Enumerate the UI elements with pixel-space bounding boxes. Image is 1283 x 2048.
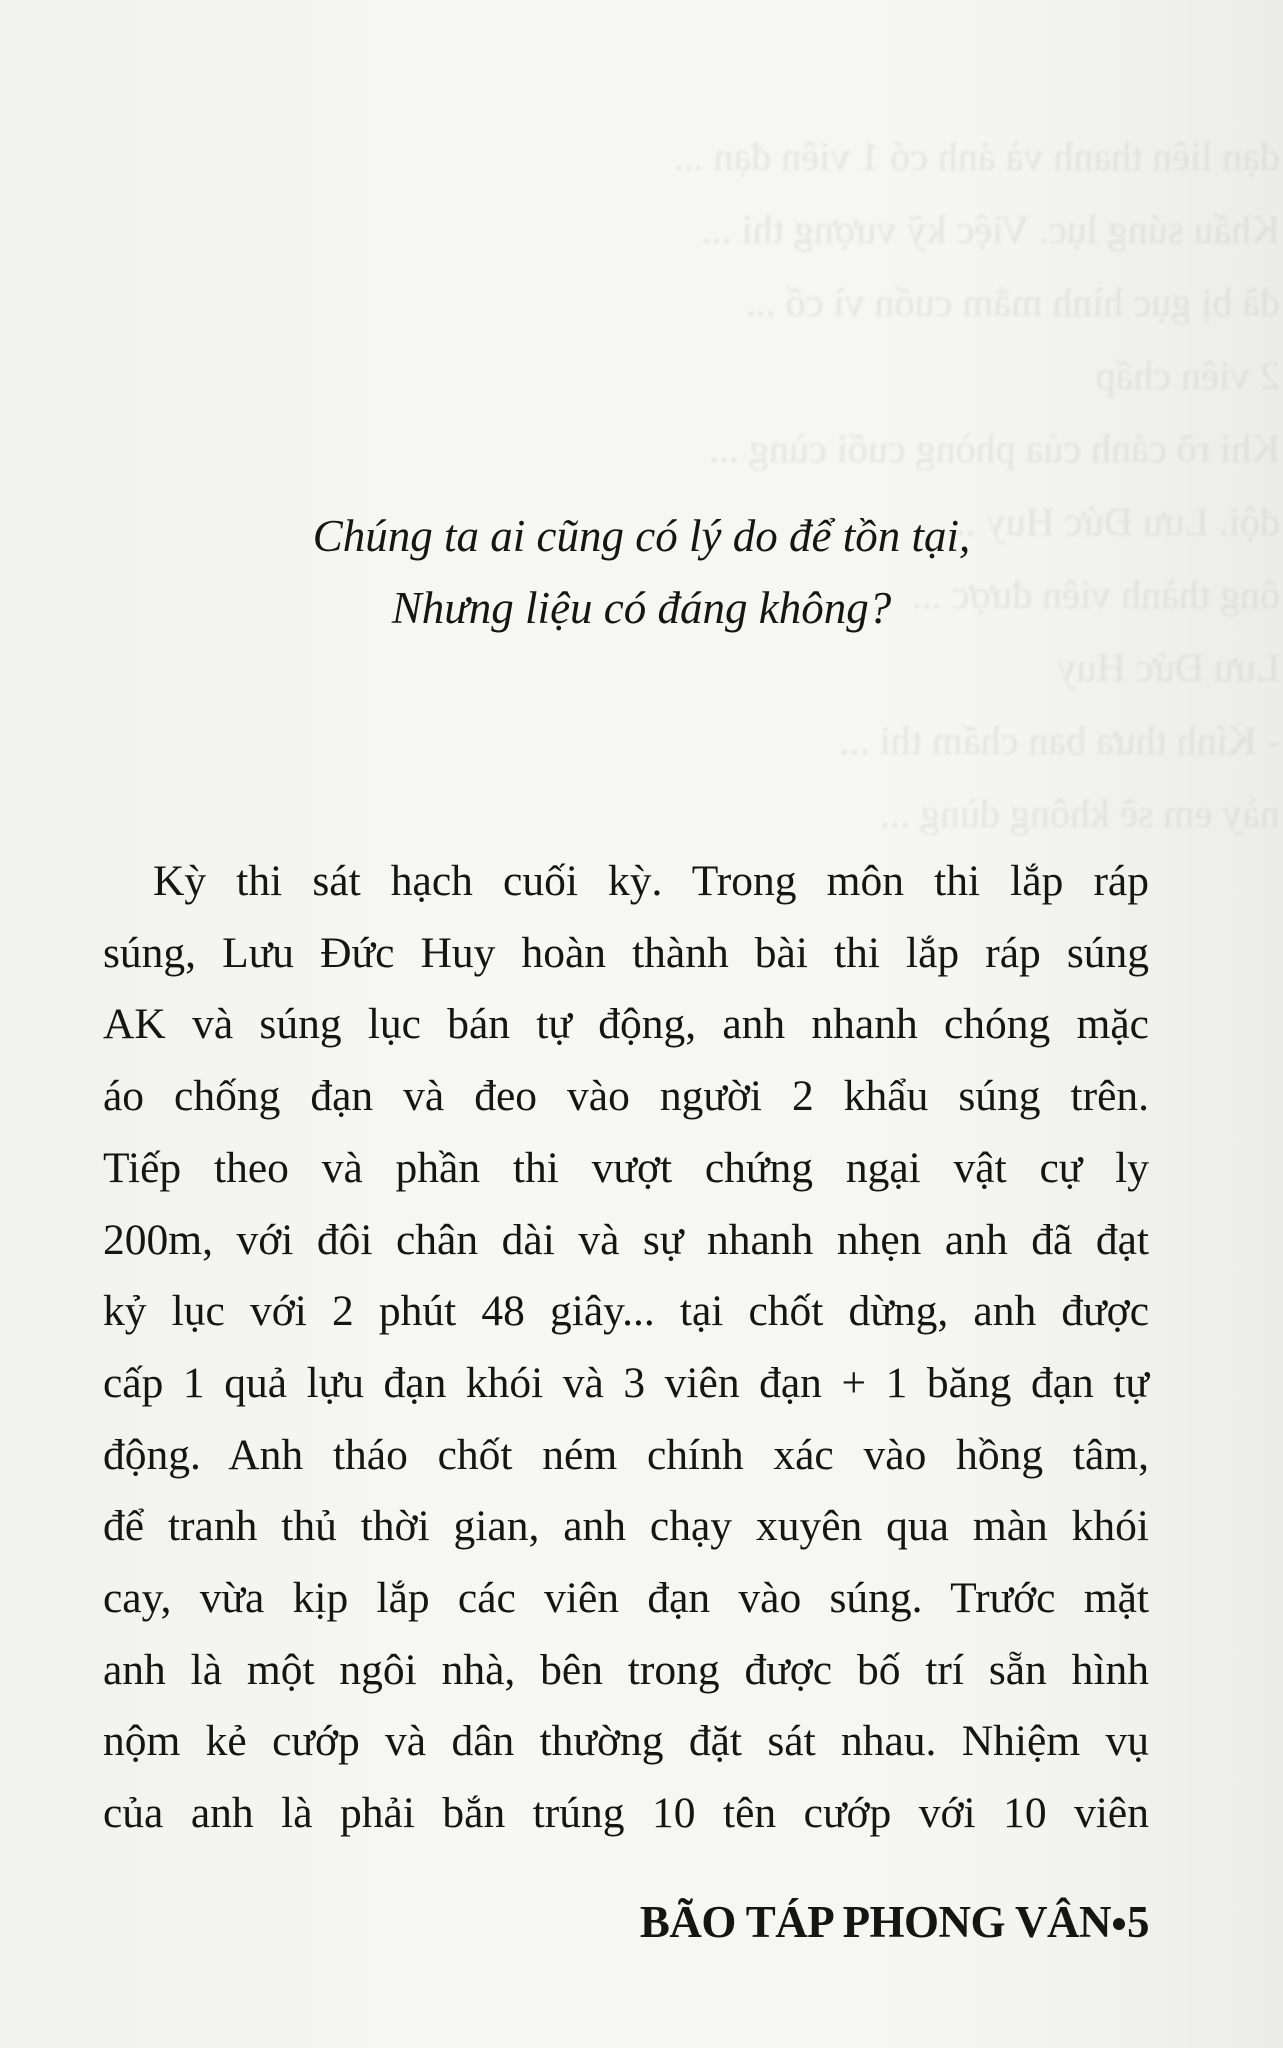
body-paragraph <box>103 846 1149 1850</box>
bleed-line: đạn liên thanh và ảnh có 1 viên đạn ... <box>673 134 1280 179</box>
bleed-through-text <box>130 120 1280 850</box>
paragraph-line: để tranh thủ thời gian, anh chạy xuyên qua màn khói <box>103 1502 1149 1551</box>
paragraph-line: nộm kẻ cướp và dân thường đặt sát nhau. Nhiệm vụ <box>103 1717 1149 1766</box>
epigraph-line: Chúng ta ai cũng có lý do để tồn tại, <box>312 511 971 561</box>
bleed-line: Khi rõ cảnh của phòng cuối cùng ... <box>709 426 1280 471</box>
paragraph-line: động. Anh tháo chốt ném chính xác vào hồng tâm, <box>103 1430 1149 1479</box>
paragraph-line: Kỳ thi sát hạch cuối kỳ. Trong môn thi lắp ráp <box>153 857 1149 905</box>
epigraph <box>0 500 1283 644</box>
paragraph-line: AK và súng lục bán tự động, anh nhanh chóng mặc <box>103 1000 1149 1049</box>
bleed-line: Lưu Đức Huy <box>1056 645 1280 690</box>
paragraph-line: anh là một ngôi nhà, bên trong được bố trí sẵn hình <box>103 1645 1149 1694</box>
running-footer <box>0 1896 1149 1948</box>
paragraph-line: áo chống đạn và đeo vào người 2 khẩu súng trên. <box>103 1072 1149 1121</box>
bleed-line: đội. Lưu Đức Huy ... <box>945 499 1280 544</box>
epigraph-line: Nhưng liệu có đáng không? <box>391 583 892 633</box>
bleed-line: đã bị gục hình mắm cuốn vì cố ... <box>745 280 1280 325</box>
paragraph-line: Tiếp theo và phần thi vượt chứng ngại vật cự ly <box>103 1143 1149 1192</box>
book-title: BÃO TÁP PHONG VÂN <box>639 1897 1111 1947</box>
paragraph-line: cay, vừa kịp lắp các viên đạn vào súng. Trước mặt <box>103 1574 1149 1623</box>
paragraph-line: của anh là phải bắn trúng 10 tên cướp với 10 viên <box>103 1789 1149 1838</box>
paragraph-line: kỷ lục với 2 phút 48 giây... tại chốt dừng, anh được <box>103 1287 1149 1336</box>
paragraph-line: súng, Lưu Đức Huy hoàn thành bài thi lắp ráp súng <box>103 928 1149 977</box>
bleed-line: Khẩu súng lục. Việc kỹ vượng thi ... <box>701 207 1280 252</box>
bleed-line: 2 viên chấp <box>1095 353 1280 398</box>
paragraph-line: cấp 1 quả lựu đạn khói và 3 viên đạn + 1 băng đạn tự <box>103 1358 1149 1407</box>
bleed-line: - Kính thưa ban chấm thi ... <box>839 718 1280 763</box>
bleed-line: này em sẽ không dùng ... <box>880 791 1280 836</box>
bleed-line: ông thành viên được ... <box>911 572 1280 617</box>
paragraph-line: 200m, với đôi chân dài và sự nhanh nhẹn anh đã đạt <box>103 1215 1149 1264</box>
bullet-dot-icon <box>1113 1918 1125 1930</box>
page-number: 5 <box>1127 1897 1149 1947</box>
